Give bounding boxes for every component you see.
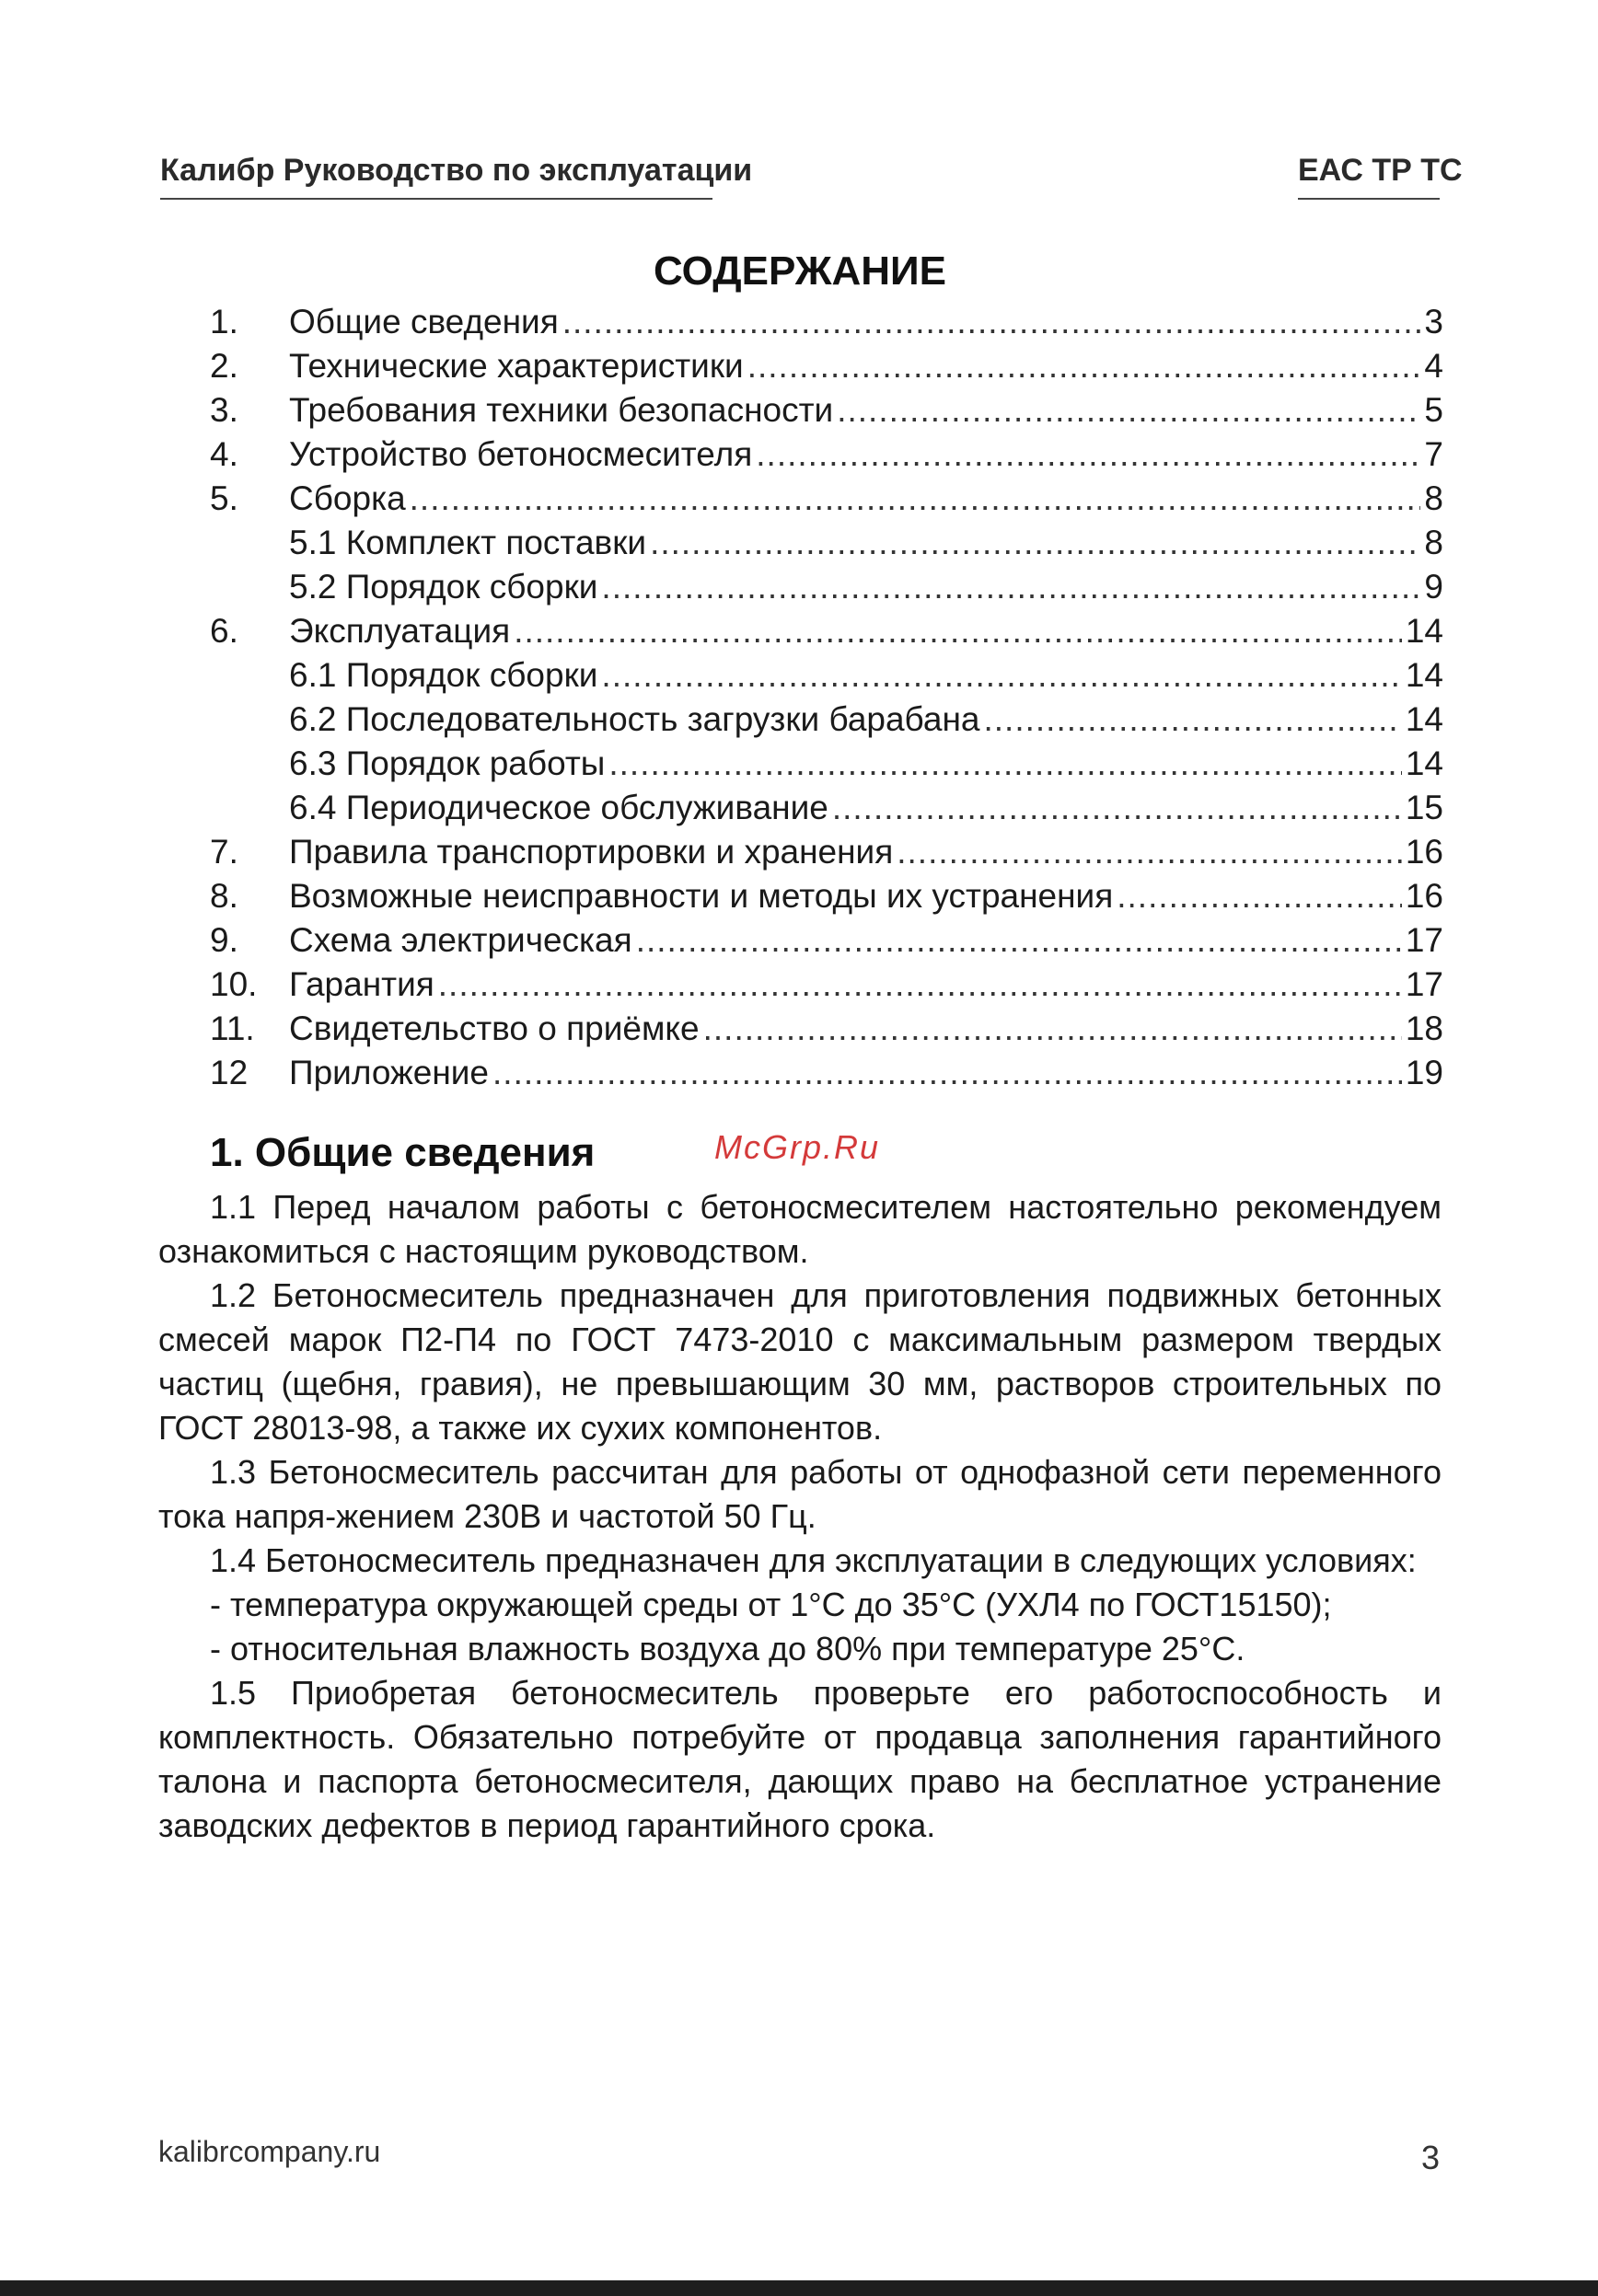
toc-dot-leader — [601, 565, 1420, 609]
toc-dot-leader — [756, 433, 1420, 477]
toc-entry — [210, 521, 1443, 565]
toc-dot-leader — [983, 698, 1401, 742]
body-paragraph: 1.4 Бетоносмеситель предназначен для эксплуатации в следующих условиях: — [210, 1541, 1417, 1579]
toc-dot-leader — [897, 830, 1402, 874]
toc-entry-page: 9 — [1424, 568, 1443, 606]
toc-entry-title: Требования техники безопасности — [289, 391, 834, 429]
toc-entry — [210, 653, 1443, 698]
toc-entry-page: 17 — [1405, 965, 1443, 1003]
toc-dot-leader — [650, 521, 1420, 565]
toc-entry — [210, 742, 1443, 786]
toc-entry-number: 3. — [210, 391, 238, 429]
toc-entry-title: Свидетельство о приёмке — [289, 1010, 700, 1047]
toc-entry-page: 8 — [1424, 524, 1443, 561]
toc-dot-leader — [703, 1007, 1402, 1051]
toc-entry — [210, 388, 1443, 433]
body-paragraph: - относительная влажность воздуха до 80% при температуре 25°С. — [210, 1630, 1245, 1667]
watermark: McGrp.Ru — [714, 1128, 881, 1166]
toc-entry-page: 14 — [1405, 656, 1443, 694]
toc-dot-leader — [438, 963, 1402, 1007]
toc-entry-number: 8. — [210, 877, 238, 915]
toc-dot-leader — [410, 477, 1421, 521]
toc-dot-leader — [514, 609, 1402, 653]
toc-entry-number: 4. — [210, 435, 238, 473]
toc-entry — [210, 963, 1443, 1007]
toc-entry — [210, 1051, 1443, 1095]
header-title: Калибр Руководство по эксплуатации — [160, 153, 712, 200]
toc-title: СОДЕРЖАНИЕ — [653, 248, 947, 294]
toc-entry-title: Технические характеристики — [289, 347, 744, 385]
toc-entry-page: 5 — [1424, 391, 1443, 429]
toc-entry-title: Сборка — [289, 479, 406, 517]
toc-entry-title: 5.1 Комплект поставки — [289, 524, 647, 561]
toc-entry — [210, 1007, 1443, 1051]
toc-entry — [210, 874, 1443, 918]
toc-entry-number: 12 — [210, 1054, 249, 1091]
toc-dot-leader — [608, 742, 1401, 786]
toc-entry-title: Общие сведения — [289, 303, 559, 340]
footer-site: kalibrcompany.ru — [158, 2135, 381, 2168]
toc-entry-page: 8 — [1424, 479, 1443, 517]
toc-entry-page: 14 — [1405, 700, 1443, 738]
bottom-edge-bar — [0, 2280, 1598, 2296]
toc-entry — [210, 477, 1443, 521]
toc-entry-number: 2. — [210, 347, 238, 385]
toc-entry-title: Правила транспортировки и хранения — [289, 833, 894, 871]
toc-entry-title: 6.3 Порядок работы — [289, 744, 606, 782]
toc-entry-page: 15 — [1405, 789, 1443, 826]
toc-dot-leader — [492, 1051, 1402, 1095]
body-paragraph: 1.1 Перед началом работы с бетоносмесителем настоятельно рекомендуем ознакомиться с настоящим руководством. — [158, 1188, 1442, 1270]
toc-entry-title: 6.4 Периодическое обслуживание — [289, 789, 828, 826]
toc-entry-page: 3 — [1424, 303, 1443, 340]
toc-entry-title: 5.2 Порядок сборки — [289, 568, 598, 606]
toc-entry-title: Приложение — [289, 1054, 490, 1091]
toc-entry-page: 16 — [1405, 877, 1443, 915]
footer-page-number: 3 — [1420, 2139, 1440, 2176]
toc-entry-page: 7 — [1424, 435, 1443, 473]
toc-entry-page: 19 — [1405, 1054, 1443, 1091]
toc-dot-leader — [601, 653, 1401, 698]
toc-dot-leader — [636, 918, 1402, 963]
section-title: 1. Общие сведения — [210, 1130, 596, 1175]
table-of-contents — [210, 300, 1443, 1095]
toc-entry-page: 17 — [1405, 921, 1443, 959]
toc-entry-page: 18 — [1405, 1010, 1443, 1047]
toc-entry — [210, 918, 1443, 963]
body-paragraph: 1.2 Бетоносмеситель предназначен для приготовления подвижных бетонных смесей марок П2-П4 по ГОСТ 7473-2010 с максимальным размером твердых частиц (щебня, гравия), не превышающим 30 мм, растворов строительных по ГОСТ 28013-98, а также их сухих компонентов. — [158, 1276, 1442, 1447]
toc-entry-page: 16 — [1405, 833, 1443, 871]
toc-entry-number: 7. — [210, 833, 238, 871]
toc-entry-title: 6.1 Порядок сборки — [289, 656, 598, 694]
toc-entry — [210, 565, 1443, 609]
toc-entry-title: Схема электрическая — [289, 921, 632, 959]
toc-entry — [210, 344, 1443, 388]
header-certification: ЕАС ТР ТС — [1298, 153, 1440, 200]
toc-entry-number: 11. — [210, 1010, 255, 1047]
toc-entry-title: Устройство бетоносмесителя — [289, 435, 753, 473]
toc-entry-title: Гарантия — [289, 965, 434, 1003]
toc-entry-title: 6.2 Последовательность загрузки барабана — [289, 700, 980, 738]
toc-entry-number: 5. — [210, 479, 238, 517]
toc-entry — [210, 786, 1443, 830]
toc-dot-leader — [562, 300, 1421, 344]
toc-entry — [210, 609, 1443, 653]
toc-entry — [210, 830, 1443, 874]
toc-dot-leader — [747, 344, 1421, 388]
toc-entry — [210, 433, 1443, 477]
toc-entry-page: 14 — [1405, 612, 1443, 650]
toc-entry-number: 9. — [210, 921, 238, 959]
body-paragraph: 1.5 Приобретая бетоносмеситель проверьте его работоспособность и комплектность. Обязательно потребуйте от продавца заполнения гарантийного талона и паспорта бетоносмесителя, дающих право на бесплатное устранение заводских дефектов в период гарантийного срока. — [158, 1674, 1442, 1844]
toc-dot-leader — [832, 786, 1402, 830]
toc-entry-number: 10. — [210, 965, 258, 1003]
toc-entry-page: 14 — [1405, 744, 1443, 782]
toc-entry — [210, 698, 1443, 742]
toc-entry-title: Возможные неисправности и методы их устранения — [289, 877, 1114, 915]
toc-dot-leader — [1117, 874, 1402, 918]
toc-dot-leader — [837, 388, 1420, 433]
toc-entry — [210, 300, 1443, 344]
body-paragraph: - температура окружающей среды от 1°С до 35°С (УХЛ4 по ГОСТ15150); — [210, 1586, 1332, 1623]
toc-entry-page: 4 — [1424, 347, 1443, 385]
toc-entry-number: 1. — [210, 303, 238, 340]
body-paragraph: 1.3 Бетоносмеситель рассчитан для работы от однофазной сети переменного тока напря-жением 230В и частотой 50 Гц. — [158, 1453, 1442, 1535]
section-body — [158, 1185, 1442, 1848]
toc-entry-number: 6. — [210, 612, 238, 650]
toc-entry-title: Эксплуатация — [289, 612, 511, 650]
